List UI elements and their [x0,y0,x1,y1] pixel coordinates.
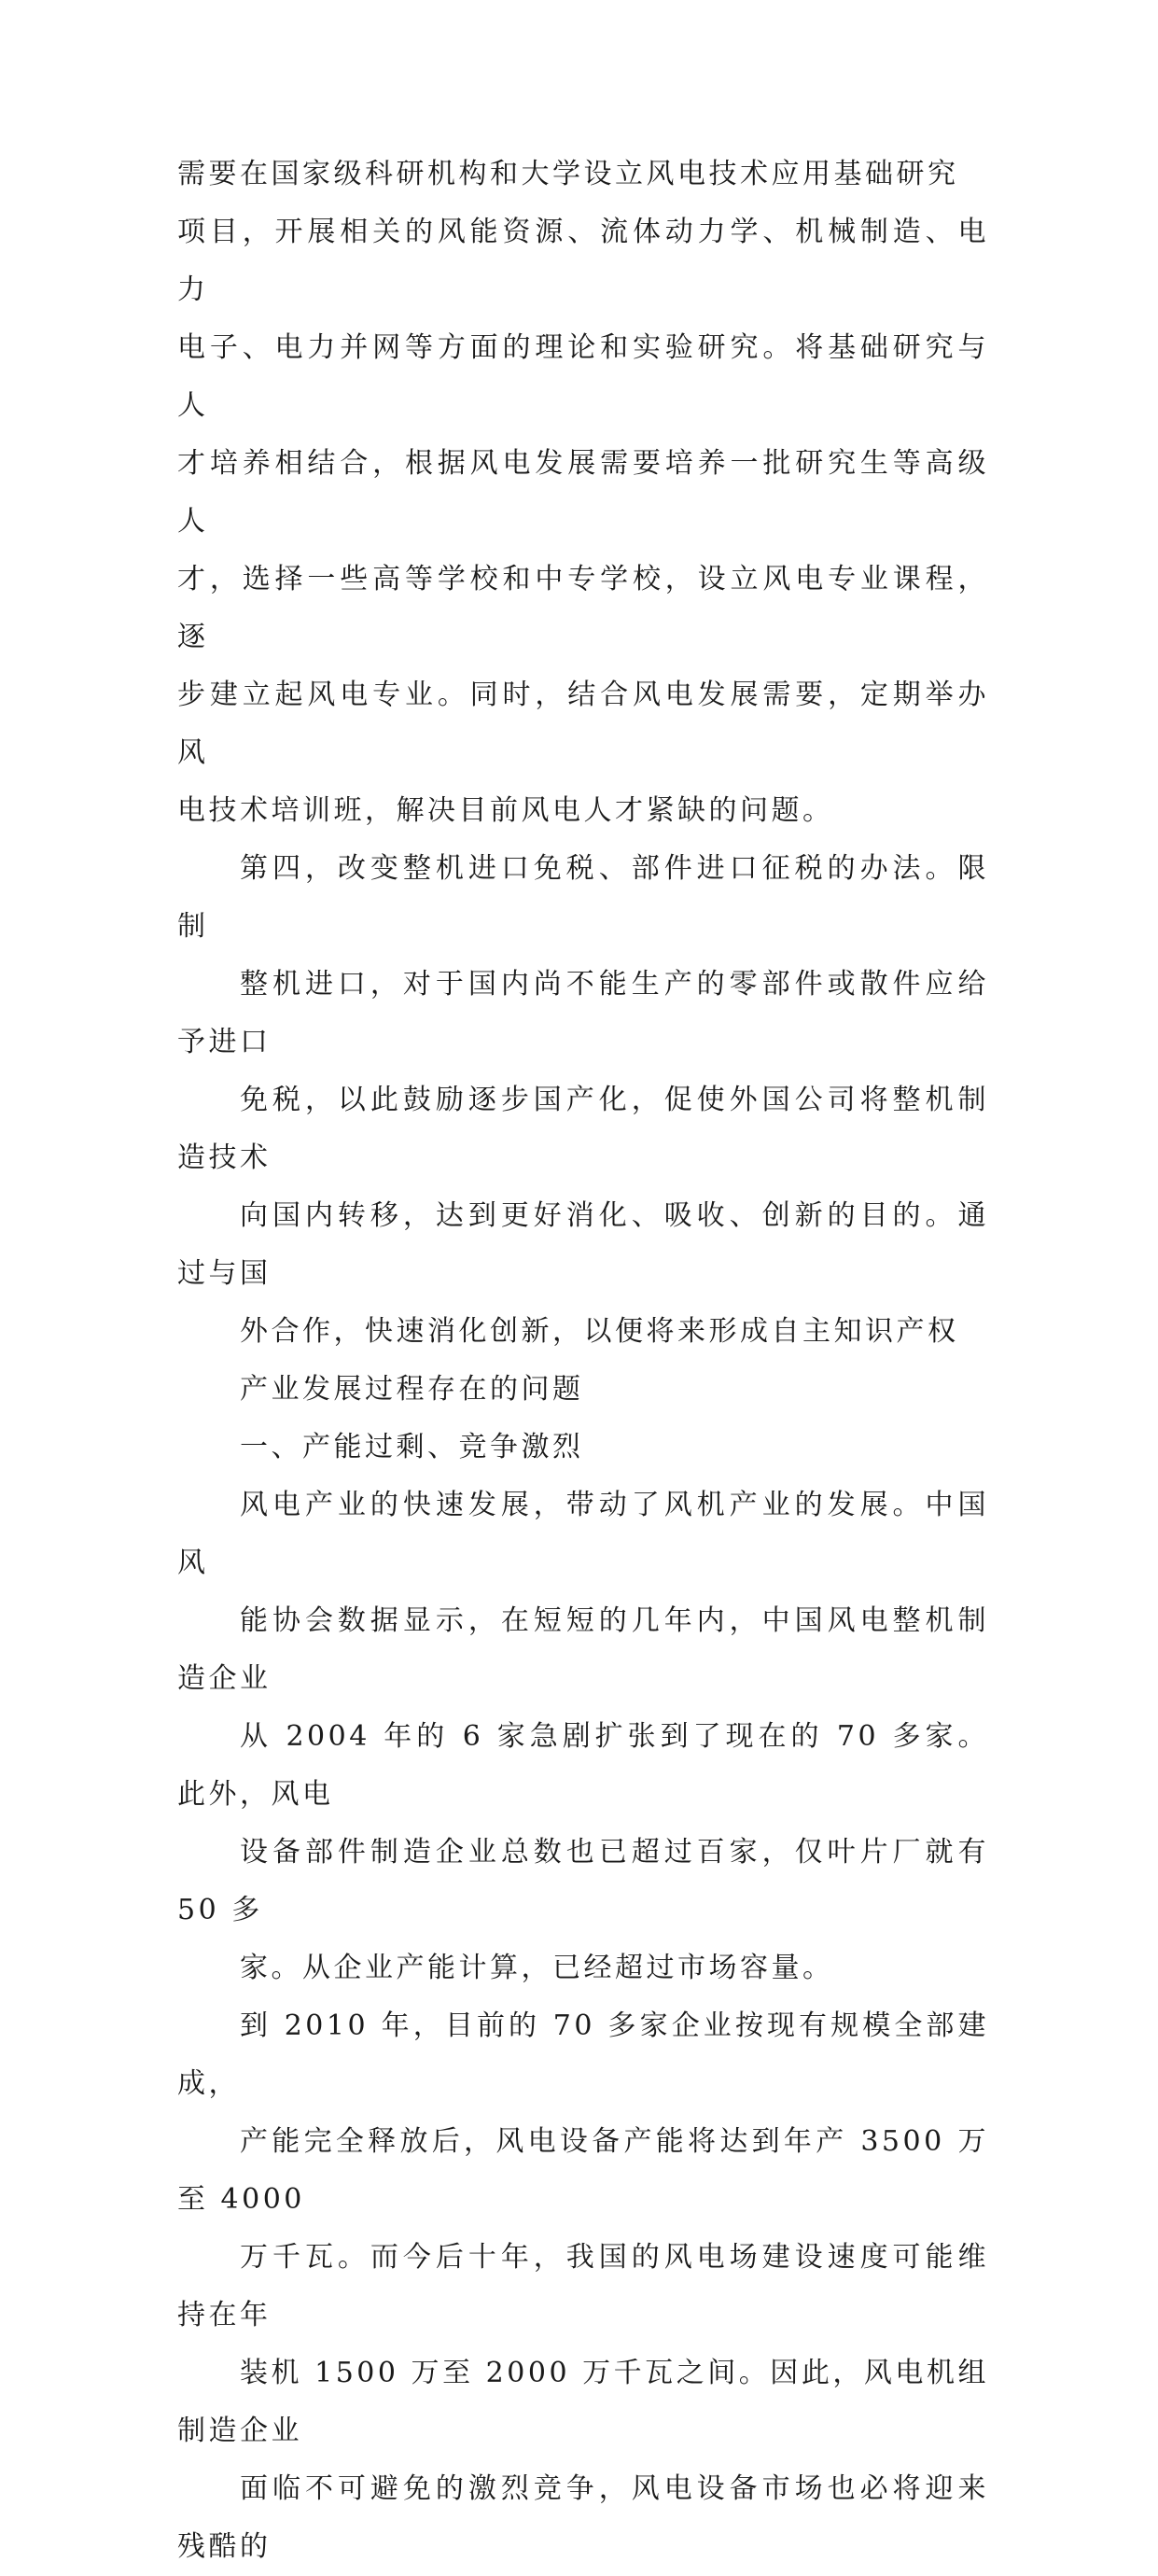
text-line: 产能完全释放后，风电设备产能将达到年产 3500 万至 4000 [177,2125,989,2216]
text-line: 从 2004 年的 6 家急剧扩张到了现在的 70 多家。此外，风电 [177,1720,989,1811]
paragraph-p3 [177,1361,989,1419]
text-line: 整机进口，对于国内尚不能生产的零部件或散件应给予进口 [177,968,989,1058]
text-line: 设备部件制造企业总数也已超过百家，仅叶片厂就有 50 多 [177,1836,989,1926]
document-body [177,146,989,2576]
paragraph-p2 [177,840,989,1361]
text-line: 装机 1500 万至 2000 万千瓦之间。因此，风电机组制造企业 [177,2357,989,2447]
paragraph-p5 [177,1477,989,1997]
text-line: 外合作，快速消化创新，以便将来形成自主知识产权 [240,1315,959,1348]
text-line: 需要在国家级科研机构和大学设立风电技术应用基础研究 [177,158,959,190]
text-line: 步建立起风电专业。同时，结合风电发展需要，定期举办风 [177,679,989,769]
text-line: 向国内转移，达到更好消化、吸收、创新的目的。通过与国 [177,1199,989,1290]
text-line: 电技术培训班，解决目前风电人才紧缺的问题。 [177,794,834,827]
paragraph-p6 [177,1997,989,2576]
text-line: 万千瓦。而今后十年，我国的风电场建设速度可能维持在年 [177,2241,989,2331]
text-line: 产业发展过程存在的问题 [240,1373,584,1406]
text-line: 才培养相结合，根据风电发展需要培养一批研究生等高级人 [177,447,989,538]
text-line: 面临不可避免的激烈竞争，风电设备市场也必将迎来残酷的 [177,2472,989,2563]
text-line: 到 2010 年，目前的 70 多家企业按现有规模全部建成， [177,2009,989,2100]
text-line: 第四，改变整机进口免税、部件进口征税的办法。限制 [177,852,989,943]
text-line: 能协会数据显示，在短短的几年内，中国风电整机制造企业 [177,1604,989,1695]
text-line: 才，选择一些高等学校和中专学校，设立风电专业课程，逐 [177,563,989,653]
text-line: 免税，以此鼓励逐步国产化，促使外国公司将整机制造技术 [177,1084,989,1174]
text-line: 风电产业的快速发展，带动了风机产业的发展。中国风 [177,1489,989,1579]
paragraph-p4 [177,1419,989,1477]
text-line: 一、产能过剩、竞争激烈 [240,1431,584,1463]
text-line: 家。从企业产能计算，已经超过市场容量。 [240,1952,834,1984]
text-line: 项目，开展相关的风能资源、流体动力学、机械制造、电力 [177,216,989,306]
text-line: 电子、电力并网等方面的理论和实验研究。将基础研究与人 [177,331,989,422]
paragraph-p1 [177,146,989,840]
